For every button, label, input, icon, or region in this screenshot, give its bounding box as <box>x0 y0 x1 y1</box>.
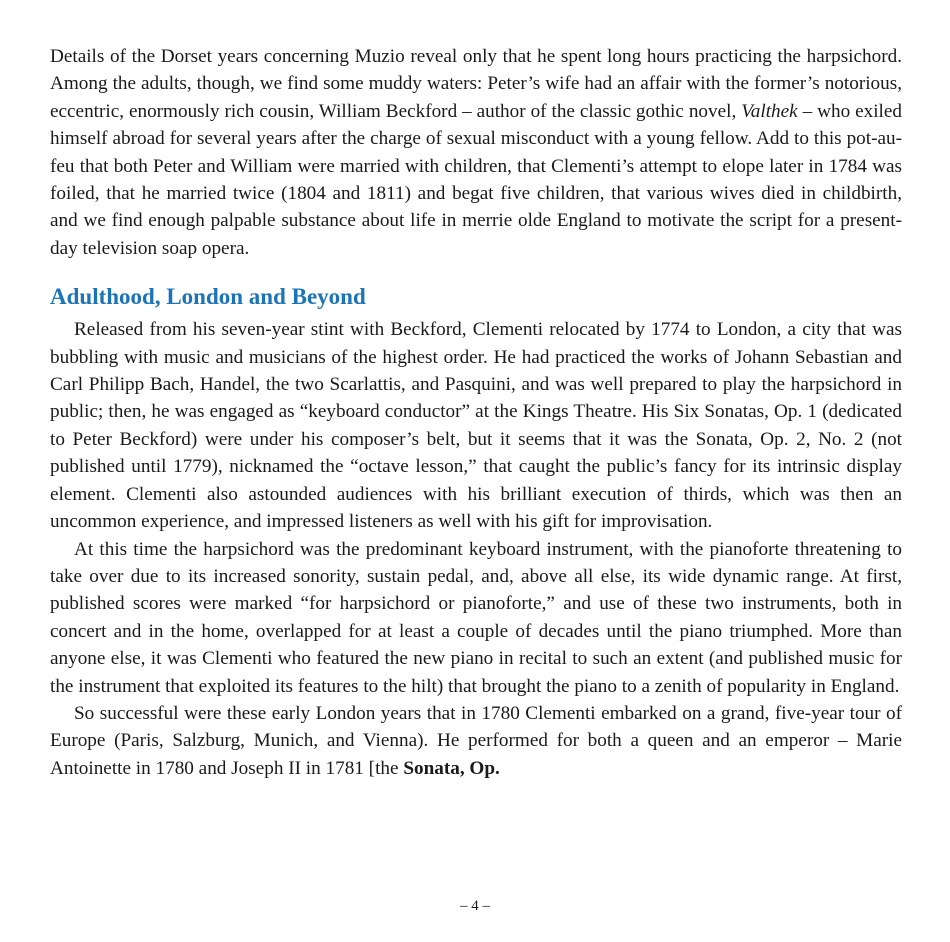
intro-text-part1: Details of the Dorset years concerning Muzio reveal only that he spent long hours practicing the harpsichord. Among the adults, though, we find some muddy waters: Peter’s wife had an affair with the former’s notorious, eccentric, enormously rich cousin, William Beckford – author of the classic gothic novel, <box>50 46 902 122</box>
body-paragraph-2: At this time the harpsichord was the predominant keyboard instrument, with the pianoforte threatening to take over due to its increased sonority, sustain pedal, and, above all else, its wide dynamic range. At first, published scores were marked “for harpsichord or pianoforte,” and use of these two instruments, both in concert and in the home, overlapped for at least a couple of decades until the piano triumphed. More than anyone else, it was Clementi who featured the new piano in recital to such an extent (and published music for the instrument that exploited its features to the hilt) that brought the piano to a zenith of popularity in England. <box>50 538 902 697</box>
book-title: Valthek <box>741 100 798 122</box>
sonata-reference: Sonata, Op. <box>403 757 500 779</box>
section-heading: Adulthood, London and Beyond <box>50 284 366 310</box>
document-page <box>50 43 902 782</box>
intro-text-part2: – who exiled himself abroad for several years after the charge of sexual misconduct with a young fellow. Add to this pot-au-feu that both Peter and William were married with children, that Clementi’s attempt to elope later in 1784 was foiled, that he married twice (1804 and 1811) and begat five children, that various wives died in childbirth, and we find enough palpable substance about life in merrie olde England to motivate the script for a present-day television soap opera. <box>50 100 902 259</box>
body-paragraph-1: Released from his seven-year stint with Beckford, Clementi relocated by 1774 to London, a city that was bubbling with music and musicians of the highest order. He had practiced the works of Johann Sebastian and Carl Philipp Bach, Handel, the two Scarlattis, and Pasquini, and was well prepared to play the harpsichord in public; then, he was engaged as “keyboard conductor” at the Kings Theatre. His Six Sonatas, Op. 1 (dedicated to Peter Beckford) were under his composer’s belt, but it seems that it was the Sonata, Op. 2, No. 2 (not published until 1779), nicknamed the “octave lesson,” that caught the public’s fancy for its intrinsic display element. Clementi also astounded audiences with his brilliant execution of thirds, which was then an uncommon experience, and impressed listeners as well with his gift for improvisation. <box>50 319 902 533</box>
page-number: – 4 – <box>460 898 490 914</box>
intro-paragraph <box>50 43 902 262</box>
body-paragraph-3 <box>50 700 902 782</box>
body-paragraph-3-text: So successful were these early London years that in 1780 Clementi embarked on a grand, five-year tour of Europe (Paris, Salzburg, Munich, and Vienna). He performed for both a queen and an emperor – Marie Antoinette in 1780 and Joseph II in 1781 [the <box>50 702 902 779</box>
